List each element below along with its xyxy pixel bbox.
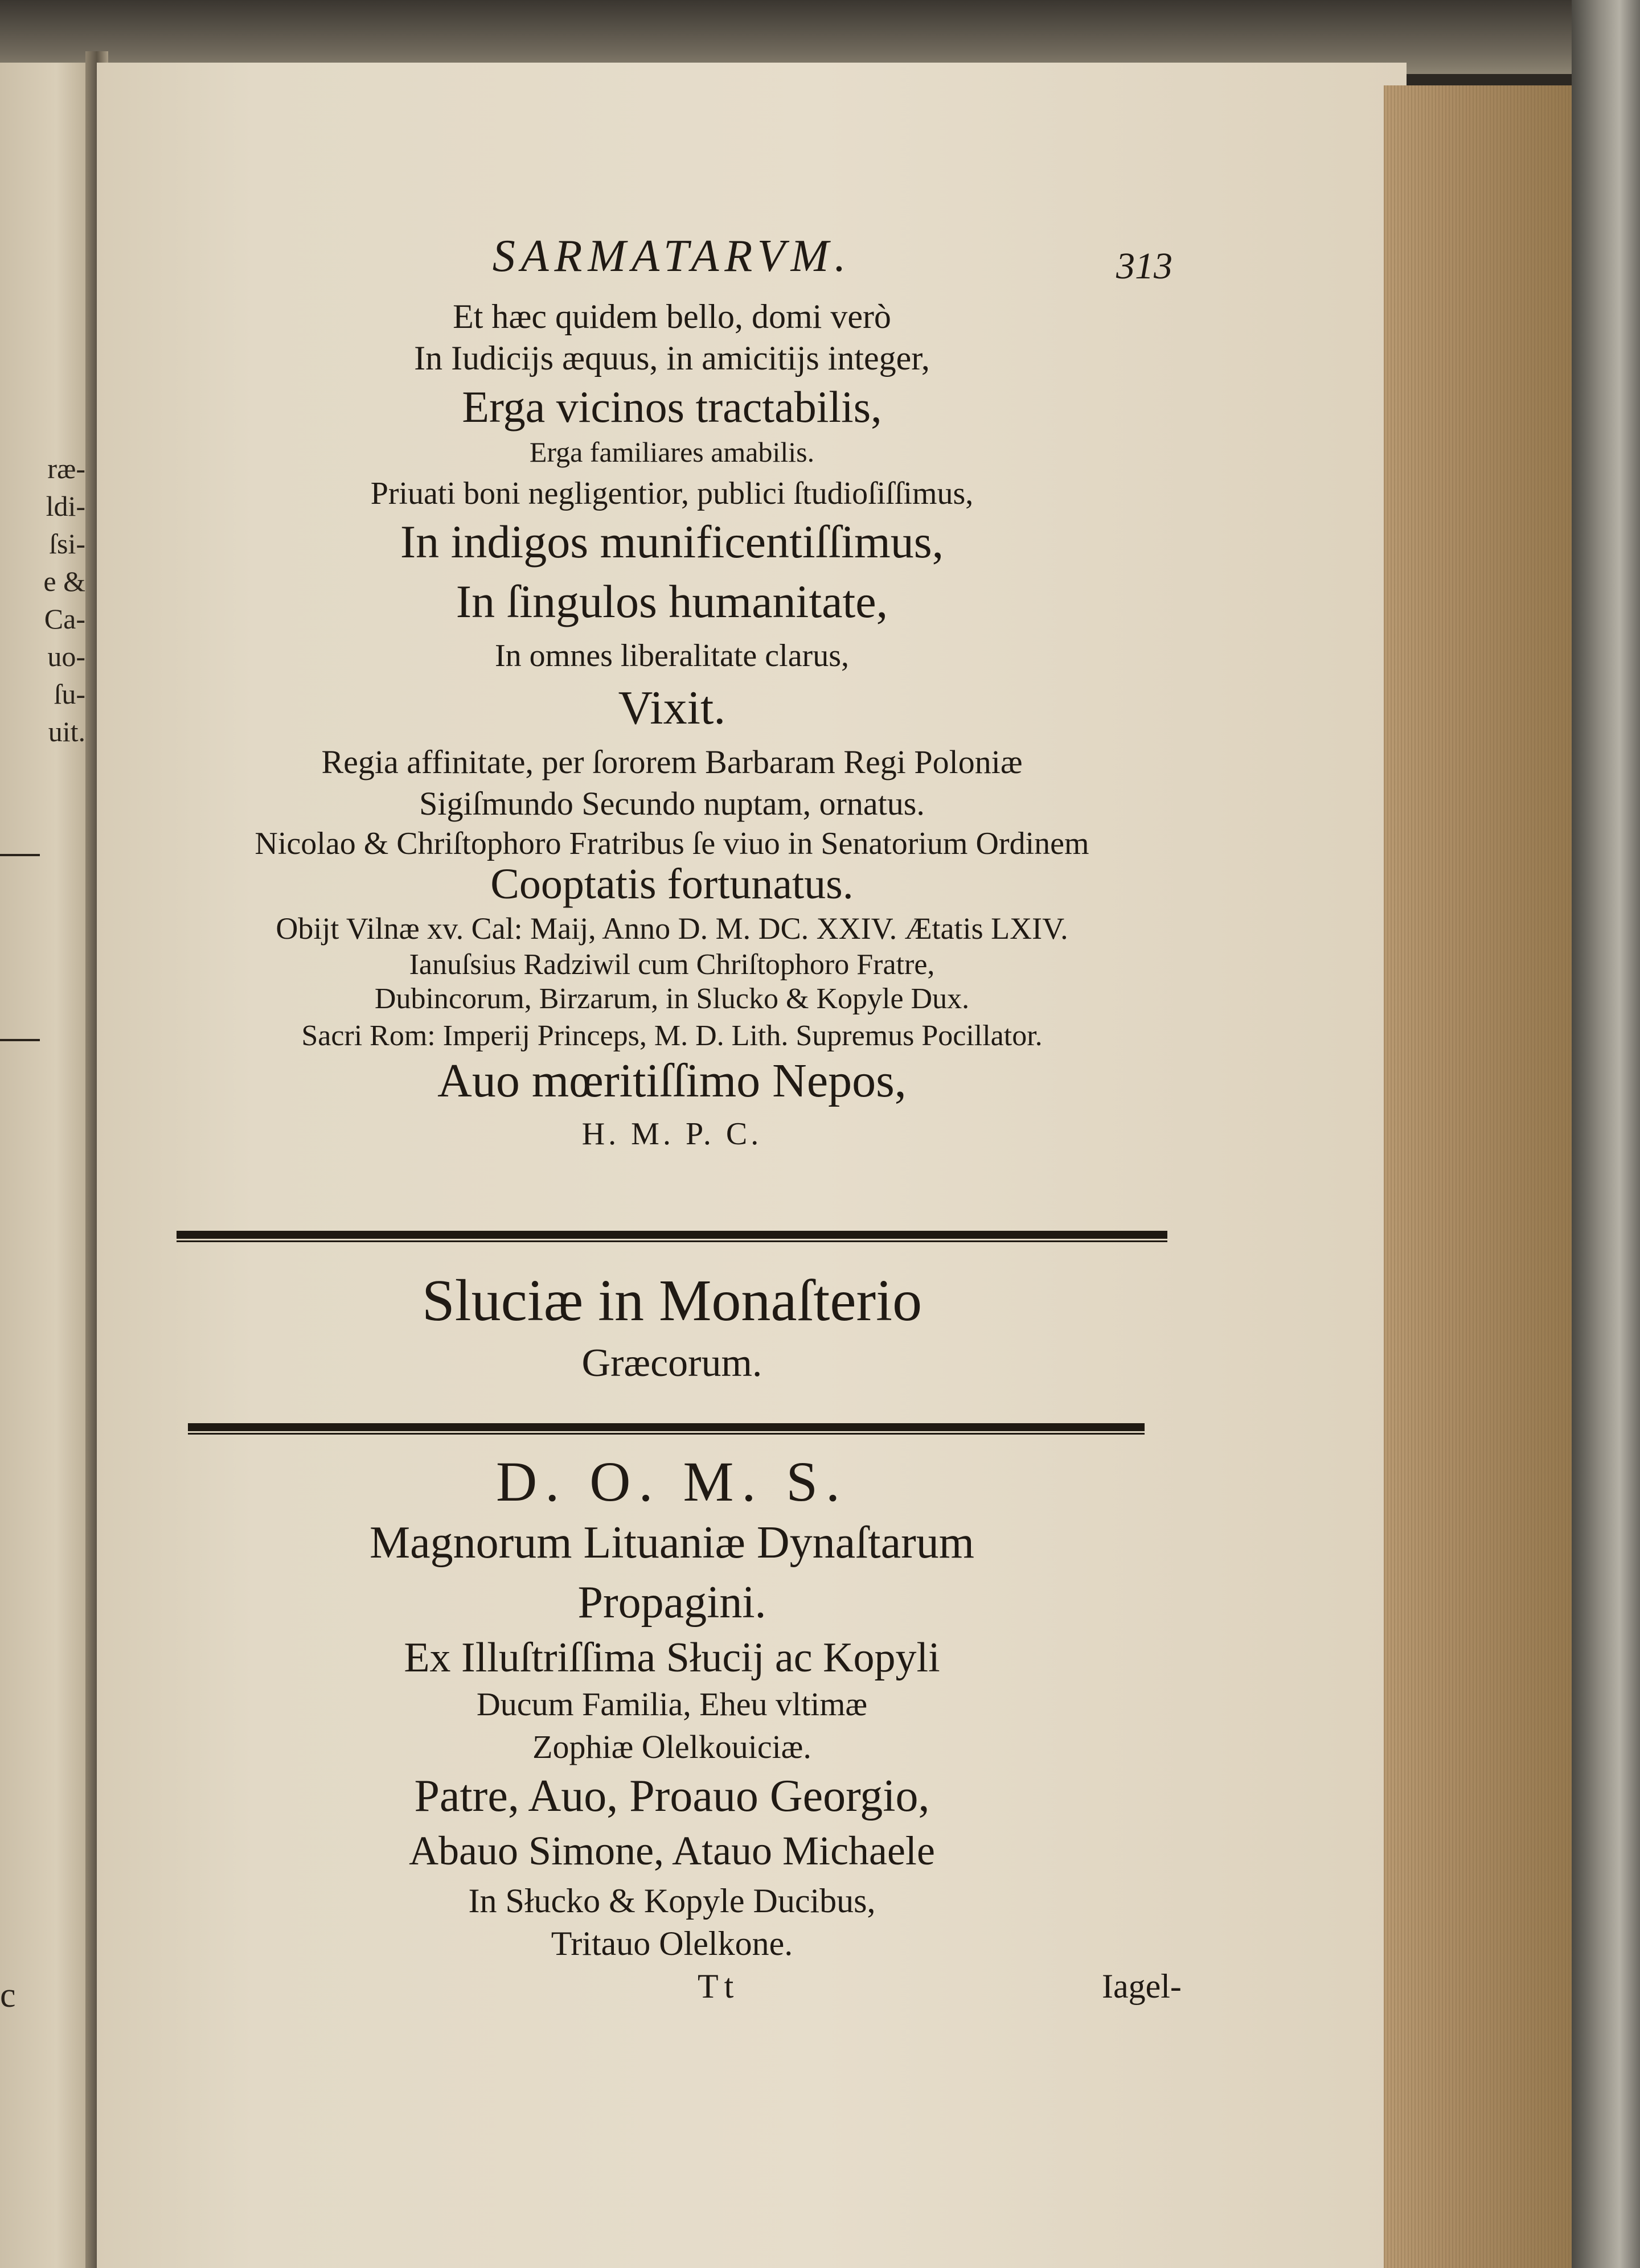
facing-rule bbox=[0, 854, 40, 856]
epitaph-line: Ex Illuſtriſſima Słucij ac Kopyli bbox=[404, 1634, 940, 1681]
section-subtitle: Græcorum. bbox=[581, 1341, 762, 1385]
epitaph-line: Sacri Rom: Imperij Princeps, M. D. Lith. Supremus Pocillator. bbox=[301, 1020, 1043, 1052]
epitaph-line: Propagini. bbox=[577, 1577, 766, 1628]
epitaph-line: In indigos munificentiſſimus, bbox=[400, 516, 944, 568]
double-rule bbox=[188, 1423, 1145, 1431]
epitaph-line: In Iudicijs æquus, in amicitijs integer, bbox=[414, 339, 930, 377]
facing-line: ſu- bbox=[54, 678, 85, 710]
epitaph-line: Ianuſsius Radziwil cum Chriſtophoro Fratre, bbox=[409, 948, 935, 981]
epitaph-line: Tritauo Olelkone. bbox=[551, 1925, 793, 1962]
facing-line: ſsi- bbox=[49, 528, 85, 560]
facing-line: Ca- bbox=[44, 603, 85, 635]
facing-page-text bbox=[0, 450, 85, 750]
epitaph-line: Abauo Simone, Atauo Michaele bbox=[409, 1828, 935, 1873]
epitaph-line: Obijt Vilnæ xv. Cal: Maij, Anno D. M. DC. XXIV. Ætatis LXIV. bbox=[276, 911, 1068, 946]
double-rule bbox=[177, 1231, 1167, 1239]
epitaph-line: In omnes liberalitate clarus, bbox=[495, 638, 849, 673]
epitaph-line: Auo mœritiſſimo Nepos, bbox=[437, 1054, 907, 1107]
facing-letter: c bbox=[0, 1976, 16, 2015]
epitaph-line: Patre, Auo, Proauo Georgio, bbox=[414, 1771, 930, 1821]
epitaph-line: Regia affinitate, per ſororem Barbaram Regi Poloniæ bbox=[321, 743, 1023, 780]
epitaph-line: Vixit. bbox=[618, 681, 726, 734]
facing-line: ræ- bbox=[47, 453, 85, 484]
page-edges bbox=[1384, 85, 1572, 2268]
facing-page bbox=[0, 63, 94, 2268]
facing-line: ldi- bbox=[46, 490, 85, 522]
epitaph-line: Magnorum Lituaniæ Dynaſtarum bbox=[369, 1518, 975, 1568]
facing-line: uo- bbox=[47, 640, 85, 672]
section-title: Sluciæ in Monaſterio bbox=[421, 1268, 922, 1333]
epitaph-line: Ducum Familia, Eheu vltimæ bbox=[476, 1686, 868, 1723]
epitaph-line: Nicolao & Chriſtophoro Fratribus ſe viuo in Senatorium Ordinem bbox=[255, 826, 1089, 861]
epitaph-line: Cooptatis fortunatus. bbox=[490, 860, 854, 908]
epitaph-line: Erga vicinos tractabilis, bbox=[462, 382, 882, 432]
epitaph-line: D. O. M. S. bbox=[496, 1450, 848, 1513]
facing-line: uit. bbox=[48, 716, 85, 747]
epitaph-line: Erga familiares amabilis. bbox=[529, 436, 815, 468]
epitaph-line: Dubincorum, Birzarum, in Slucko & Kopyle Dux. bbox=[374, 983, 970, 1015]
catchword: Iagel- bbox=[1102, 1967, 1182, 2005]
running-head: SARMATARVM. bbox=[492, 231, 852, 281]
page-number: 313 bbox=[1116, 245, 1172, 287]
facing-rule bbox=[0, 1039, 40, 1041]
epitaph-line: Zophiæ Olelkouiciæ. bbox=[532, 1728, 811, 1765]
epitaph-line: In Słucko & Kopyle Ducibus, bbox=[468, 1882, 876, 1920]
epitaph-line: H. M. P. C. bbox=[581, 1116, 762, 1152]
epitaph-line: In ſingulos humanitate, bbox=[456, 576, 888, 627]
signature-mark: Tt bbox=[698, 1967, 740, 2005]
epitaph-line: Priuati boni negligentior, publici ſtudioſiſſimus, bbox=[370, 476, 974, 511]
book-cover-board bbox=[1572, 0, 1640, 2268]
facing-line: e & bbox=[43, 565, 85, 597]
epitaph-line: Et hæc quidem bello, domi verò bbox=[453, 298, 891, 335]
epitaph-line: Sigiſmundo Secundo nuptam, ornatus. bbox=[419, 785, 925, 822]
